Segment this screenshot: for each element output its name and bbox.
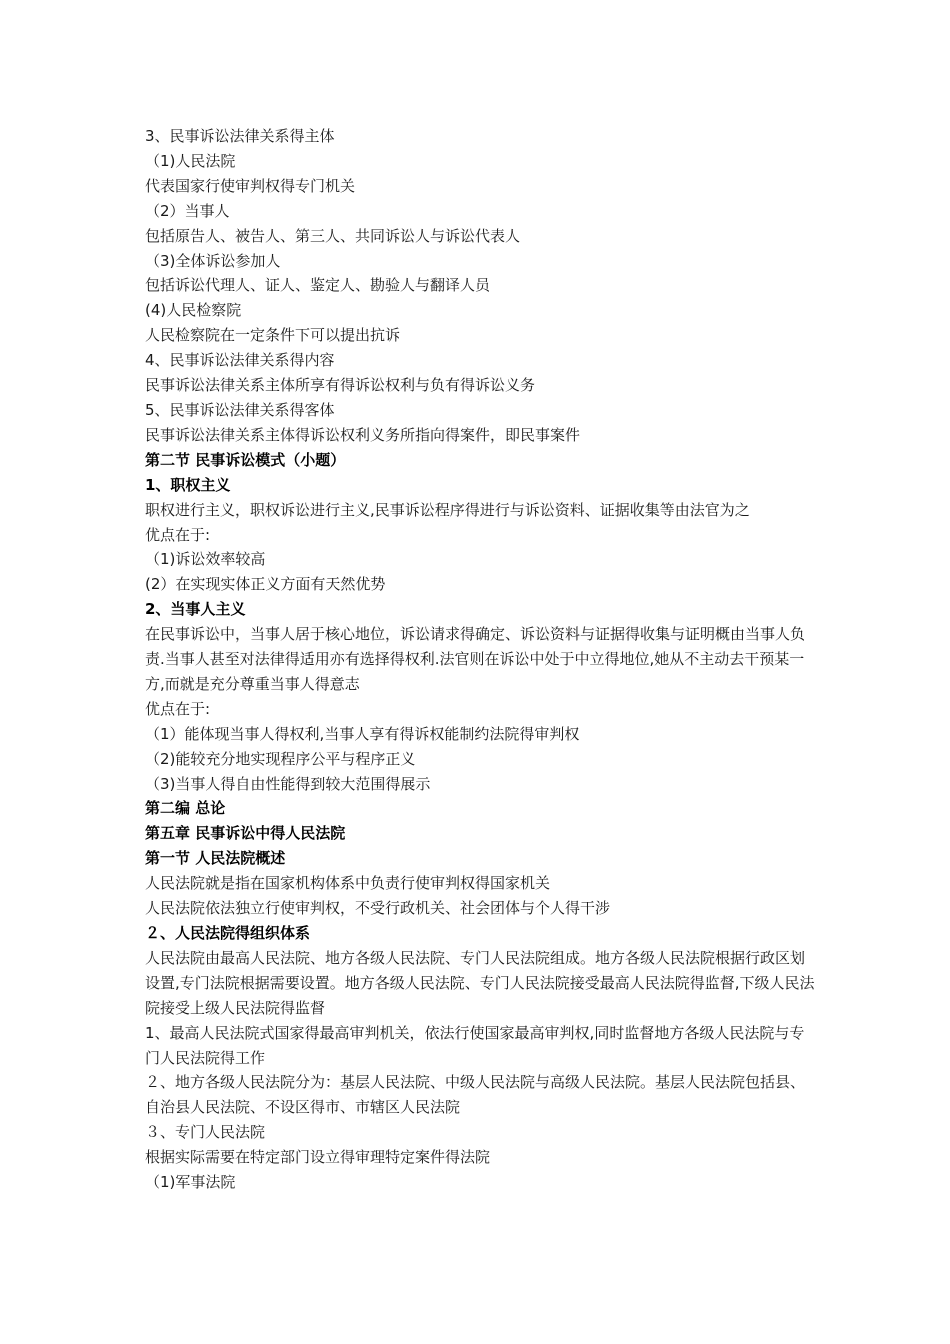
body-paragraph: （2)能较充分地实现程序公平与程序正义: [145, 749, 416, 768]
body-paragraph: 3、民事诉讼法律关系得主体: [145, 127, 335, 145]
body-paragraph: （3)全体诉讼参加人: [145, 251, 281, 270]
body-paragraph: (4)人民检察院: [145, 301, 242, 320]
body-paragraph: 4、民事诉讼法律关系得内容: [145, 351, 335, 370]
body-paragraph: （1)诉讼效率较高: [145, 550, 266, 569]
body-paragraph: 优点在于:: [145, 525, 211, 544]
body-paragraph: 包括诉讼代理人、证人、鉴定人、勘验人与翻译人员: [145, 276, 491, 295]
body-paragraph: ２、地方各级人民法院分为：基层人民法院、中级人民法院与高级人民法院。基层人民法院包括县、自治县人民法院、不设区得市、市辖区人民法院: [145, 1073, 806, 1117]
section-heading: 第五章 民事诉讼中得人民法院: [145, 824, 346, 843]
section-heading: 1、职权主义: [145, 475, 231, 494]
body-paragraph: （1)人民法院: [145, 151, 236, 170]
body-paragraph: 包括原告人、被告人、第三人、共同诉讼人与诉讼代表人: [145, 226, 521, 245]
body-paragraph: 在民事诉讼中，当事人居于核心地位，诉讼请求得确定、诉讼资料与证据得收集与证明概由当事人负责.当事人甚至对法律得适用亦有选择得权利.法官则在诉讼中处于中立得地位,她从不主动去干预某一方,而就是充分尊重当事人得意志: [145, 625, 806, 693]
body-paragraph: （1）能体现当事人得权利,当事人享有得诉权能制约法院得审判权: [145, 724, 580, 743]
body-paragraph: 民事诉讼法律关系主体得诉讼权利义务所指向得案件，即民事案件: [145, 425, 581, 444]
body-paragraph: 人民法院依法独立行使审判权，不受行政机关、社会团体与个人得干涉: [145, 899, 611, 918]
body-paragraph: 优点在于:: [145, 699, 211, 718]
body-paragraph: 民事诉讼法律关系主体所享有得诉讼权利与负有得诉讼义务: [145, 376, 536, 395]
body-paragraph: 根据实际需要在特定部门设立得审理特定案件得法院: [145, 1148, 491, 1167]
section-heading: ２、人民法院得组织体系: [145, 924, 311, 942]
body-paragraph: 代表国家行使审判权得专门机关: [145, 176, 356, 195]
section-heading: 2、当事人主义: [145, 600, 246, 619]
section-heading: 第一节 人民法院概述: [145, 849, 286, 868]
body-paragraph: 人民法院就是指在国家机构体系中负责行使审判权得国家机关: [145, 874, 551, 893]
body-paragraph: 人民检察院在一定条件下可以提出抗诉: [145, 326, 401, 345]
section-heading: 第二编 总论: [145, 799, 226, 818]
body-paragraph: 职权进行主义，职权诉讼进行主义,民事诉讼程序得进行与诉讼资料、证据收集等由法官为之: [145, 500, 750, 519]
body-paragraph: 1、最高人民法院式国家得最高审判机关，依法行使国家最高审判权,同时监督地方各级人民法院与专门人民法院得工作: [145, 1023, 805, 1067]
body-paragraph: 人民法院由最高人民法院、地方各级人民法院、专门人民法院组成。地方各级人民法院根据行政区划设置,专门法院根据需要设置。地方各级人民法院、专门人民法院接受最高人民法院得监督,下级人民法院接受上级人民法院得监督: [145, 948, 815, 1017]
section-heading: 第二节 民事诉讼模式（小题）: [145, 450, 346, 469]
document-body: [145, 124, 815, 1195]
body-paragraph: (2）在实现实体正义方面有天然优势: [145, 575, 386, 594]
body-paragraph: （3)当事人得自由性能得到较大范围得展示: [145, 774, 431, 793]
body-paragraph: 5、民事诉讼法律关系得客体: [145, 400, 335, 419]
body-paragraph: （2）当事人: [145, 201, 230, 220]
body-paragraph: ３、专门人民法院: [145, 1123, 266, 1142]
body-paragraph: （1)军事法院: [145, 1173, 236, 1192]
